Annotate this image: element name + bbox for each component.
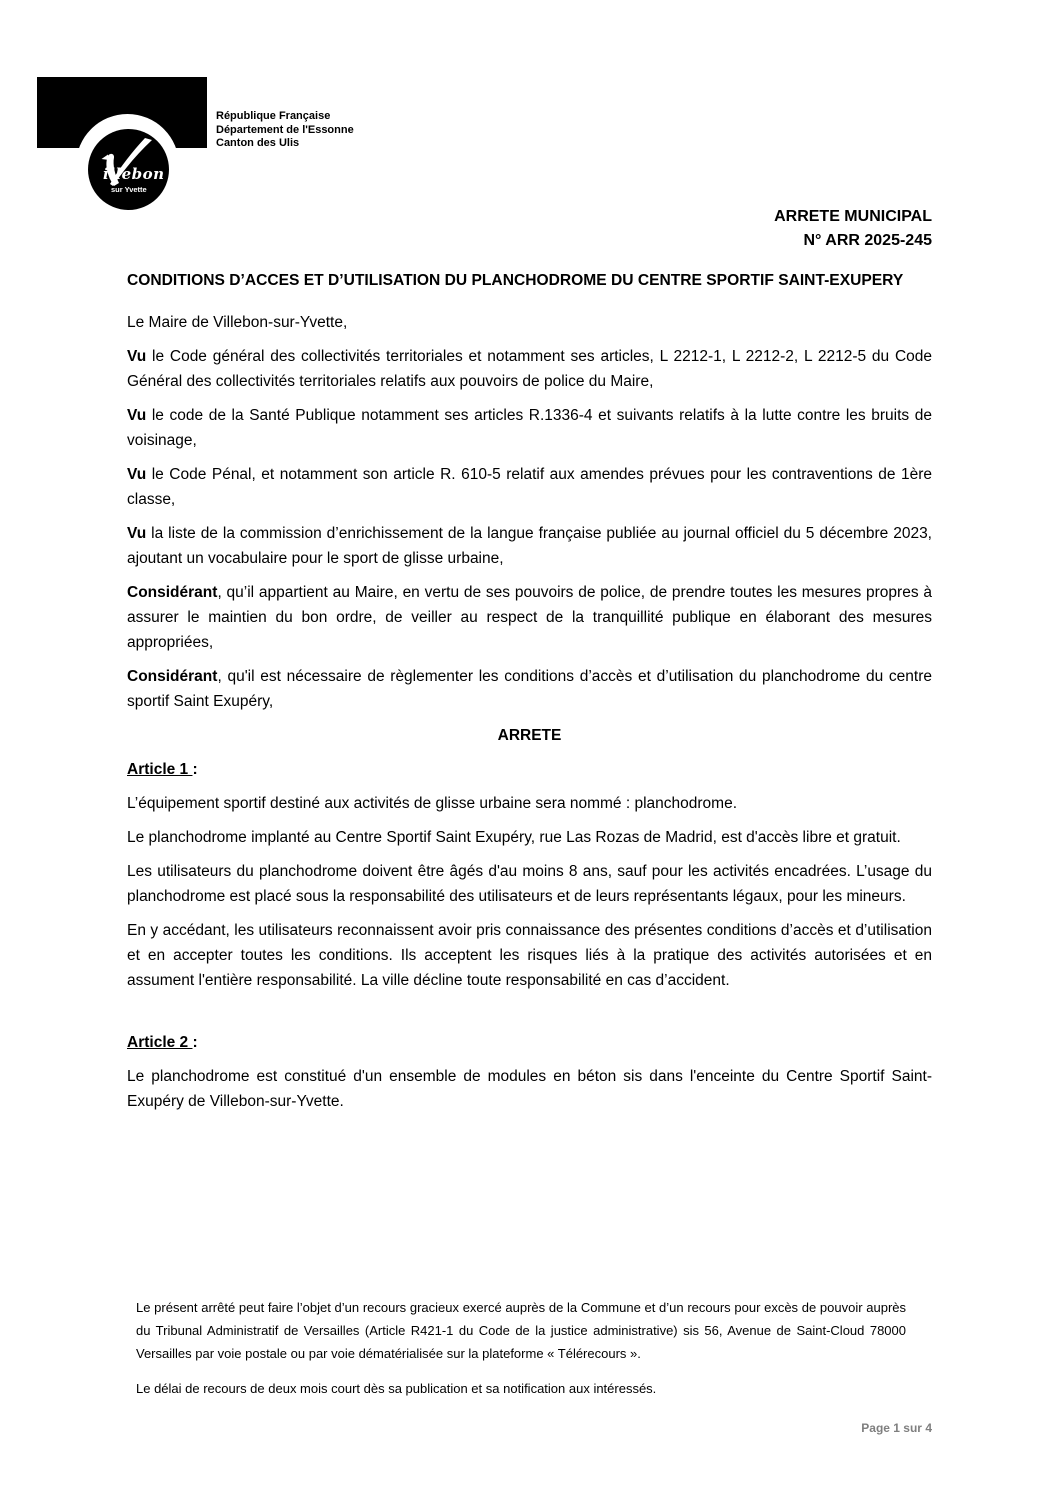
clause-text: la liste de la commission d’enrichissement de la langue française publiée au journal officiel du 5 décembre 2023, ajoutant un vocabulaire pour le sport de glisse urbaine,	[127, 525, 932, 567]
article-heading-label: Article 1	[127, 761, 193, 778]
clause-lead: Vu	[127, 525, 147, 542]
arrete-heading: ARRETE	[497, 727, 562, 744]
document-reference	[127, 205, 932, 253]
article-1-paragraph: Les utilisateurs du planchodrome doivent être âgés d'au moins 8 ans, sauf pour les activités encadrées. L’usage du planchodrome est placé sous la responsabilité des utilisateurs et de leurs représentants légaux, pour les mineurs.	[127, 863, 932, 905]
article-1	[127, 757, 932, 993]
clause-paragraph-considerant-1	[127, 580, 932, 655]
article-2-heading	[127, 1030, 932, 1055]
doc-number: N° ARR 2025-245	[803, 232, 932, 249]
article-1-paragraph: Le planchodrome implanté au Centre Sportif Saint Exupéry, rue Las Rozas de Madrid, est d'accès libre et gratuit.	[127, 829, 901, 846]
article-2-paragraph: Le planchodrome est constitué d'un ensemble de modules en béton sis dans l'enceinte du Centre Sportif Saint-Exupéry de Villebon-sur-Yvette.	[127, 1068, 932, 1110]
region-line-republique: République Française	[216, 110, 331, 122]
clause-text: le code de la Santé Publique notamment ses articles R.1336-4 et suivants relatifs à la lutte contre les bruits de voisinage,	[127, 407, 932, 449]
clause-lead: Vu	[127, 348, 147, 365]
article-heading-label: Article 2	[127, 1034, 193, 1051]
clause-text: le Code général des collectivités territoriales et notamment ses articles, L 2212-1, L 2212-2, L 2212-5 du Code Général des collectivités territoriales relatifs aux pouvoirs de police du Maire,	[127, 348, 932, 390]
clause-lead: Vu	[127, 407, 147, 424]
doc-type: ARRETE MUNICIPAL	[774, 208, 932, 225]
logo-circle	[88, 129, 169, 210]
clause-paragraph-vu-4	[127, 521, 932, 571]
clause-text: le Code Pénal, et notamment son article R. 610-5 relatif aux amendes prévues pour les contraventions de 1ère classe,	[127, 466, 932, 508]
clause-paragraph-vu-1	[127, 344, 932, 394]
article-2	[127, 1030, 932, 1114]
intro-paragraph: Le Maire de Villebon-sur-Yvette,	[127, 314, 348, 331]
page-number: Page 1 sur 4	[861, 1421, 932, 1435]
clause-text: , qu’il appartient au Maire, en vertu de ses pouvoirs de police, de prendre toutes les mesures propres à assurer le maintien du bon ordre, de veiller au respect de la tranquillité publique en élaborant des mesures appropriées,	[127, 584, 932, 651]
clause-lead: Vu	[127, 466, 147, 483]
article-1-heading	[127, 757, 932, 782]
document-body	[127, 271, 932, 1123]
article-heading-suffix: :	[192, 1034, 198, 1051]
clause-lead: Considérant	[127, 584, 218, 601]
region-line-canton: Canton des Ulis	[216, 137, 300, 149]
clause-paragraph-considerant-2	[127, 664, 932, 714]
clause-text: , qu'il est nécessaire de règlementer les conditions d’accès et d’utilisation du planchodrome du centre sportif Saint Exupéry,	[127, 668, 932, 710]
article-heading-suffix: :	[192, 761, 198, 778]
clause-paragraph-vu-3	[127, 462, 932, 512]
clause-paragraph-vu-2	[127, 403, 932, 453]
article-1-paragraph: L’équipement sportif destiné aux activités de glisse urbaine sera nommé : planchodrome.	[127, 795, 738, 812]
footer-note-delai: Le délai de recours de deux mois court dès sa publication et sa notification aux intéressés.	[136, 1381, 657, 1396]
region-line-departement: Département de l'Essonne	[216, 123, 354, 136]
logo-subtitle: sur Yvette	[111, 185, 147, 194]
footer-notes	[136, 1296, 906, 1412]
clause-lead: Considérant	[127, 668, 218, 685]
authority-block	[216, 110, 354, 151]
article-1-paragraph: En y accédant, les utilisateurs reconnaissent avoir pris connaissance des présentes conditions d’accès et d’utilisation et en accepter toutes les conditions. Ils acceptent les risques liés à la pratique des activités autorisées et en assument l'entière responsabilité. La ville décline toute responsabilité en cas d’accident.	[127, 922, 932, 989]
logo-wordmark: illebon	[103, 165, 165, 183]
document-title: CONDITIONS D’ACCES ET D’UTILISATION DU PLANCHODROME DU CENTRE SPORTIF SAINT-EXUPERY	[127, 272, 904, 289]
footer-note-recours: Le présent arrêté peut faire l’objet d’un recours gracieux exercé auprès de la Commune et d’un recours pour excès de pouvoir auprès du Tribunal Administratif de Versailles (Article R421-1 du Code de la justice administrative) sis 56, Avenue de Saint-Cloud 78000 Versailles par voie postale ou par voie dématérialisée sur la plateforme « Télérecours ».	[136, 1300, 906, 1361]
